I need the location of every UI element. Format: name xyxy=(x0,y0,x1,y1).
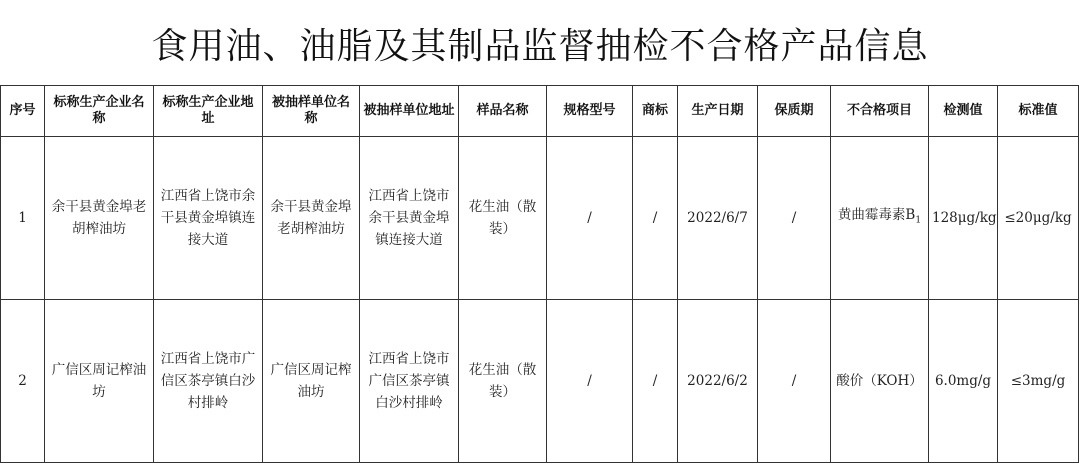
header-cell: 规格型号 xyxy=(547,86,633,137)
failed-item xyxy=(831,137,929,300)
standard-value: ≤20μg/kg xyxy=(998,137,1079,300)
producer-address: 江西省上饶市广信区茶亭镇白沙村排岭 xyxy=(154,300,263,463)
production-date: 2022/6/2 xyxy=(678,300,758,463)
page-title: 食用油、油脂及其制品监督抽检不合格产品信息 xyxy=(151,25,929,67)
header-cell: 商标 xyxy=(633,86,678,137)
header-cell: 标准值 xyxy=(998,86,1079,137)
header-cell: 保质期 xyxy=(758,86,831,137)
shelf-life: / xyxy=(758,300,831,463)
production-date: 2022/6/7 xyxy=(678,137,758,300)
measured-value: 6.0mg/g xyxy=(929,300,998,463)
header-cell: 被抽样单位地址 xyxy=(360,86,459,137)
failed-item-subscript: 1 xyxy=(915,215,922,226)
spec: / xyxy=(547,137,633,300)
row-number: 1 xyxy=(1,137,45,300)
sample-name: 花生油（散装） xyxy=(459,300,547,463)
table-row xyxy=(1,300,1079,463)
producer-name: 余干县黄金埠老胡榨油坊 xyxy=(45,137,154,300)
shelf-life: / xyxy=(758,137,831,300)
header-cell: 生产日期 xyxy=(678,86,758,137)
failed-item-text: 黄曲霉毒素B xyxy=(837,207,916,224)
sampled-unit-name: 广信区周记榨油坊 xyxy=(263,300,360,463)
header-cell: 序号 xyxy=(1,86,45,137)
row-number: 2 xyxy=(1,300,45,463)
unqualified-products-table xyxy=(0,85,1079,463)
table-header-row xyxy=(1,86,1079,137)
sample-name: 花生油（散装） xyxy=(459,137,547,300)
brand: / xyxy=(633,137,678,300)
measured-value: 128μg/kg xyxy=(929,137,998,300)
producer-name: 广信区周记榨油坊 xyxy=(45,300,154,463)
header-cell: 标称生产企业名称 xyxy=(45,86,154,137)
sampled-unit-address: 江西省上饶市余干县黄金埠镇连接大道 xyxy=(360,137,459,300)
sampled-unit-address: 江西省上饶市广信区茶亭镇白沙村排岭 xyxy=(360,300,459,463)
brand: / xyxy=(633,300,678,463)
failed-item: 酸价（KOH） xyxy=(831,300,929,463)
header-cell: 不合格项目 xyxy=(831,86,929,137)
header-cell: 样品名称 xyxy=(459,86,547,137)
standard-value: ≤3mg/g xyxy=(998,300,1079,463)
spec: / xyxy=(547,300,633,463)
sampled-unit-name: 余干县黄金埠老胡榨油坊 xyxy=(263,137,360,300)
header-cell: 标称生产企业地址 xyxy=(154,86,263,137)
table-row xyxy=(1,137,1079,300)
header-cell: 被抽样单位名称 xyxy=(263,86,360,137)
header-cell: 检测值 xyxy=(929,86,998,137)
producer-address: 江西省上饶市余干县黄金埠镇连接大道 xyxy=(154,137,263,300)
